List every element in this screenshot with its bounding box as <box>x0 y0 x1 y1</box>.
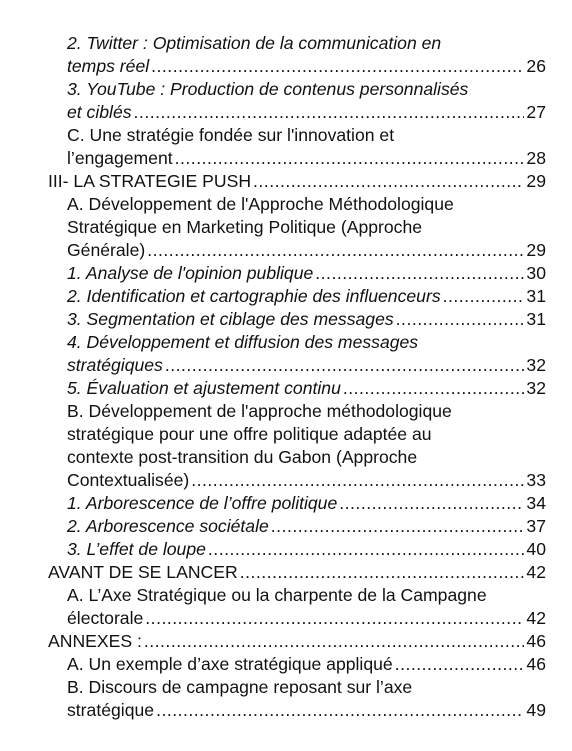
toc-entry-title: Contextualisée) <box>67 470 190 490</box>
toc-entry-title: stratégiques <box>67 355 163 375</box>
toc-entry[interactable] <box>67 492 546 515</box>
toc-entry-leader-line <box>67 538 546 561</box>
toc-page-number: 30 <box>526 263 546 283</box>
dot-leader <box>271 515 525 538</box>
toc-entry-title: électorale <box>67 608 144 628</box>
toc-entry[interactable] <box>67 193 546 262</box>
toc-entry-leader-line <box>67 607 546 630</box>
dot-leader <box>134 101 525 124</box>
toc-entry-leader-line <box>67 55 546 78</box>
dot-leader <box>240 561 525 584</box>
toc-entry-title: III- LA STRATEGIE PUSH <box>48 171 252 191</box>
toc-entry[interactable] <box>67 262 546 285</box>
toc-entry-title: Générale) <box>67 240 146 260</box>
toc-page-number: 29 <box>526 171 546 191</box>
dot-leader <box>339 492 524 515</box>
toc-entry[interactable] <box>67 377 546 400</box>
toc-entry[interactable] <box>67 653 546 676</box>
toc-entry-text-line: 2. Twitter : Optimisation de la communication en <box>67 33 442 53</box>
toc-entry-title: 5. Évaluation et ajustement continu <box>67 378 341 398</box>
toc-entry-title: et ciblés <box>67 102 132 122</box>
toc-entry-text-line: B. Développement de l'approche méthodologique <box>67 401 452 421</box>
toc-entry-title: 2. Arborescence sociétale <box>67 516 269 536</box>
toc-page-number: 46 <box>526 654 546 674</box>
toc-page-number: 31 <box>526 309 546 329</box>
dot-leader <box>144 630 525 653</box>
toc-page-number: 31 <box>526 286 546 306</box>
toc-entry[interactable] <box>67 331 546 377</box>
toc-entry-title: 2. Identification et cartographie des influenceurs <box>67 286 441 306</box>
toc-entry-title: l’engagement <box>67 148 173 168</box>
toc-entry-leader-line <box>67 469 546 492</box>
toc-entry[interactable] <box>48 561 546 584</box>
toc-entry-leader-line <box>67 699 546 722</box>
toc-page-number: 42 <box>526 562 546 582</box>
toc-page-number: 33 <box>526 470 546 490</box>
dot-leader <box>145 607 524 630</box>
toc-entry-leader-line <box>67 308 546 331</box>
toc-entry-leader-line <box>67 147 546 170</box>
toc-entry-leader-line <box>48 170 546 193</box>
toc-entry-title: 3. Segmentation et ciblage des messages <box>67 309 394 329</box>
toc-entry-leader-line <box>67 101 546 124</box>
toc-entry[interactable] <box>67 32 546 78</box>
toc-entry-text-line: Stratégique en Marketing Politique (Approche <box>67 217 423 237</box>
toc-entry-leader-line <box>67 377 546 400</box>
dot-leader <box>396 308 525 331</box>
dot-leader <box>443 285 525 308</box>
toc-entry[interactable] <box>48 630 546 653</box>
toc-entry-title: ANNEXES : <box>48 631 142 651</box>
toc-entry-title: AVANT DE SE LANCER <box>48 562 238 582</box>
toc-entry-text-line: 4. Développement et diffusion des messages <box>67 332 419 352</box>
toc-page-number: 32 <box>526 355 546 375</box>
toc-entry-title: 3. L’effet de loupe <box>67 539 206 559</box>
toc-entry[interactable] <box>67 285 546 308</box>
dot-leader <box>343 377 525 400</box>
toc-entry-text-line: stratégique pour une offre politique adaptée au <box>67 424 432 444</box>
toc-entry[interactable] <box>67 538 546 561</box>
toc-page-number: 32 <box>526 378 546 398</box>
toc-entry-text-line: C. Une stratégie fondée sur l'innovation et <box>67 125 395 145</box>
table-of-contents <box>0 32 572 722</box>
toc-entry-leader-line <box>67 285 546 308</box>
toc-entry-text-line: A. Développement de l'Approche Méthodologique <box>67 194 454 214</box>
dot-leader <box>191 469 524 492</box>
toc-entry[interactable] <box>48 170 546 193</box>
toc-entry[interactable] <box>67 676 546 722</box>
toc-entry-leader-line <box>67 354 546 377</box>
toc-entry-title: stratégique <box>67 700 155 720</box>
dot-leader <box>165 354 525 377</box>
dot-leader <box>147 239 524 262</box>
toc-entry-text-line: A. L’Axe Stratégique ou la charpente de la Campagne <box>67 585 487 605</box>
toc-entry[interactable] <box>67 308 546 331</box>
toc-page-number: 34 <box>526 493 546 513</box>
toc-entry-leader-line <box>67 262 546 285</box>
toc-page-number: 29 <box>526 240 546 260</box>
dot-leader <box>315 262 524 285</box>
dot-leader <box>253 170 524 193</box>
toc-entry-title: temps réel <box>67 56 150 76</box>
toc-entry-leader-line <box>48 630 546 653</box>
toc-entry-title: 1. Arborescence de l’offre politique <box>67 493 338 513</box>
toc-page-number: 27 <box>526 102 546 122</box>
toc-entry[interactable] <box>67 124 546 170</box>
toc-entry-leader-line <box>67 492 546 515</box>
toc-entry[interactable] <box>67 515 546 538</box>
toc-entry-title: 1. Analyse de l'opinion publique <box>67 263 314 283</box>
toc-entry-leader-line <box>67 515 546 538</box>
toc-entry[interactable] <box>67 400 546 492</box>
toc-entry-text-line: 3. YouTube : Production de contenus personnalisés <box>67 79 469 99</box>
toc-entry-text-line: B. Discours de campagne reposant sur l’axe <box>67 677 413 697</box>
dot-leader <box>208 538 525 561</box>
toc-entry-leader-line <box>48 561 546 584</box>
toc-entry[interactable] <box>67 584 546 630</box>
toc-entry-title: A. Un exemple d’axe stratégique appliqué <box>67 654 393 674</box>
dot-leader <box>175 147 525 170</box>
toc-page-number: 28 <box>526 148 546 168</box>
dot-leader <box>395 653 525 676</box>
toc-page-number: 49 <box>526 700 546 720</box>
toc-page-number: 40 <box>526 539 546 559</box>
toc-entry-leader-line <box>67 239 546 262</box>
toc-page-number: 46 <box>526 631 546 651</box>
dot-leader <box>156 699 524 722</box>
toc-entry-leader-line <box>67 653 546 676</box>
toc-entry[interactable] <box>67 78 546 124</box>
toc-page-number: 26 <box>526 56 546 76</box>
toc-page-number: 37 <box>526 516 546 536</box>
dot-leader <box>151 55 524 78</box>
toc-entry-text-line: contexte post-transition du Gabon (Approche <box>67 447 418 467</box>
toc-page-number: 42 <box>526 608 546 628</box>
